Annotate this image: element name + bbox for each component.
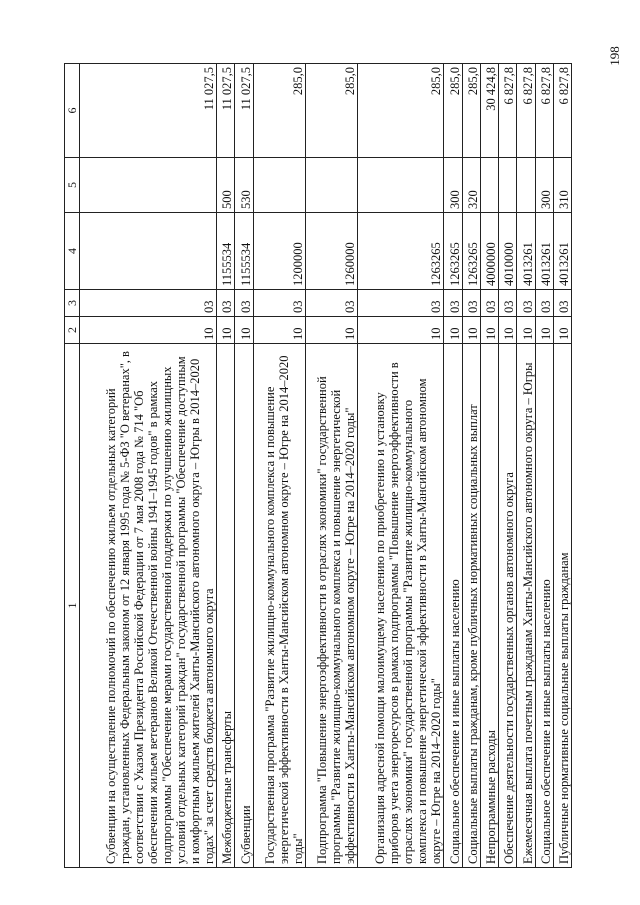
row-description: Социальные выплаты гражданам, кроме публичных нормативных социальных выплат	[462, 344, 480, 868]
row-expense-type: 320	[462, 158, 480, 213]
row-section: 10	[517, 317, 535, 344]
row-target-item	[80, 213, 217, 290]
row-expense-type	[499, 158, 517, 213]
row-description: Субвенции на осуществление полномочий по обеспечению жильем отдельных категорий граждан, установленных Федеральным законом от 12 января 1995 года № 5-ФЗ "О ветеранах", в соответствии с Указом Президента Российской Федерации от 7 мая 2008 года № 714 "Об обеспечении жильем ветеранов Великой Отечественной войны 1941–1945 годов" в рамках подпрограммы "Обеспечение мерами государственной поддержки по улучшению жилищных условий отдельных категорий граждан" государственной программы "Обеспечение доступным и комфортным жильем жителей Ханты-Мансийского автономного округа – Югры в 2014–2020 годах" за счет средств бюджета автономного округа	[80, 344, 217, 868]
row-amount: 6 827,8	[517, 64, 535, 158]
table-row	[499, 64, 517, 868]
row-subsection: 03	[358, 290, 444, 317]
row-description: Социальное обеспечение и иные выплаты населению	[444, 344, 462, 868]
row-target-item: 1263265	[444, 213, 462, 290]
row-section: 10	[499, 317, 517, 344]
row-description: Непрограммные расходы	[480, 344, 498, 868]
row-description: Обеспечение деятельности государственных органов автономного округа	[499, 344, 517, 868]
row-target-item: 1260000	[305, 213, 357, 290]
row-description: Подпрограмма "Повышение энергоэффективности в отраслях экономики" государственной программы "Развитие жилищно-коммунального комплекса и повышение энергетической эффективности в Ханты-Мансийском автономном округе – Югре на 2014–2020 годы"	[305, 344, 357, 868]
row-target-item: 1155534	[217, 213, 235, 290]
row-description: Субвенции	[235, 344, 253, 868]
row-expense-type	[253, 158, 305, 213]
rotated-table-page	[64, 64, 572, 868]
col-4-header: 4	[65, 213, 80, 290]
column-number-row	[65, 64, 80, 868]
row-target-item: 4013261	[535, 213, 553, 290]
row-subsection: 03	[253, 290, 305, 317]
row-description: Государственная программа "Развитие жилищно-коммунального комплекса и повышение энергетической эффективности в Ханты-Мансийском автономном округе – Югре на 2014–2020 годы"	[253, 344, 305, 868]
col-2-header: 2	[65, 317, 80, 344]
row-subsection: 03	[80, 290, 217, 317]
row-target-item: 1263265	[358, 213, 444, 290]
row-expense-type	[358, 158, 444, 213]
row-amount: 6 827,8	[553, 64, 571, 158]
table-row	[444, 64, 462, 868]
row-section: 10	[80, 317, 217, 344]
row-amount: 285,0	[305, 64, 357, 158]
row-subsection: 03	[517, 290, 535, 317]
row-section: 10	[535, 317, 553, 344]
budget-table	[64, 63, 572, 868]
row-target-item: 4010000	[499, 213, 517, 290]
row-amount: 6 827,8	[499, 64, 517, 158]
row-target-item: 1263265	[462, 213, 480, 290]
row-section: 10	[480, 317, 498, 344]
row-target-item: 4013261	[517, 213, 535, 290]
row-amount: 11 027,5	[80, 64, 217, 158]
row-section: 10	[305, 317, 357, 344]
row-subsection: 03	[217, 290, 235, 317]
row-subsection: 03	[480, 290, 498, 317]
row-subsection: 03	[499, 290, 517, 317]
row-target-item: 4000000	[480, 213, 498, 290]
table-row	[358, 64, 444, 868]
row-description: Публичные нормативные социальные выплаты гражданам	[553, 344, 571, 868]
row-amount: 11 027,5	[217, 64, 235, 158]
row-target-item: 1200000	[253, 213, 305, 290]
row-section: 10	[358, 317, 444, 344]
col-5-header: 5	[65, 158, 80, 213]
row-section: 10	[235, 317, 253, 344]
table-row	[217, 64, 235, 868]
row-expense-type: 300	[444, 158, 462, 213]
row-amount: 285,0	[462, 64, 480, 158]
row-subsection: 03	[305, 290, 357, 317]
row-subsection: 03	[444, 290, 462, 317]
row-expense-type: 310	[553, 158, 571, 213]
row-expense-type: 300	[535, 158, 553, 213]
table-row	[535, 64, 553, 868]
row-description: Организация адресной помощи малоимущему населению по приобретению и установку приборов учета энергоресурсов в рамках подпрограммы "Повышение энергоэффективности в отраслях экономики" государственной программы "Развитие жилищно-коммунального комплекса и повышение энергетической эффективности в Ханты-Мансийском автономном округе – Югре на 2014–2020 годы"	[358, 344, 444, 868]
table-row	[235, 64, 253, 868]
table-row	[80, 64, 217, 868]
row-subsection: 03	[235, 290, 253, 317]
row-subsection: 03	[535, 290, 553, 317]
table-row	[517, 64, 535, 868]
row-expense-type	[517, 158, 535, 213]
row-target-item: 4013261	[553, 213, 571, 290]
table-row	[462, 64, 480, 868]
row-section: 10	[462, 317, 480, 344]
table-row	[480, 64, 498, 868]
row-description: Ежемесячная выплата почетным гражданам Ханты-Мансийского автономного округа – Югры	[517, 344, 535, 868]
row-expense-type	[305, 158, 357, 213]
row-expense-type: 530	[235, 158, 253, 213]
row-expense-type	[480, 158, 498, 213]
table-row	[305, 64, 357, 868]
table-row	[553, 64, 571, 868]
row-amount: 11 027,5	[235, 64, 253, 158]
row-subsection: 03	[553, 290, 571, 317]
row-amount: 30 424,8	[480, 64, 498, 158]
row-amount: 6 827,8	[535, 64, 553, 158]
col-6-header: 6	[65, 64, 80, 158]
row-amount: 285,0	[358, 64, 444, 158]
row-description: Межбюджетные трансферты	[217, 344, 235, 868]
row-expense-type	[80, 158, 217, 213]
row-expense-type: 500	[217, 158, 235, 213]
row-section: 10	[253, 317, 305, 344]
row-description: Социальное обеспечение и иные выплаты населению	[535, 344, 553, 868]
col-3-header: 3	[65, 290, 80, 317]
col-1-header: 1	[65, 344, 80, 868]
page-number: 198	[606, 46, 622, 66]
row-section: 10	[553, 317, 571, 344]
row-section: 10	[217, 317, 235, 344]
row-amount: 285,0	[253, 64, 305, 158]
row-subsection: 03	[462, 290, 480, 317]
row-target-item: 1155534	[235, 213, 253, 290]
table-row	[253, 64, 305, 868]
row-section: 10	[444, 317, 462, 344]
row-amount: 285,0	[444, 64, 462, 158]
